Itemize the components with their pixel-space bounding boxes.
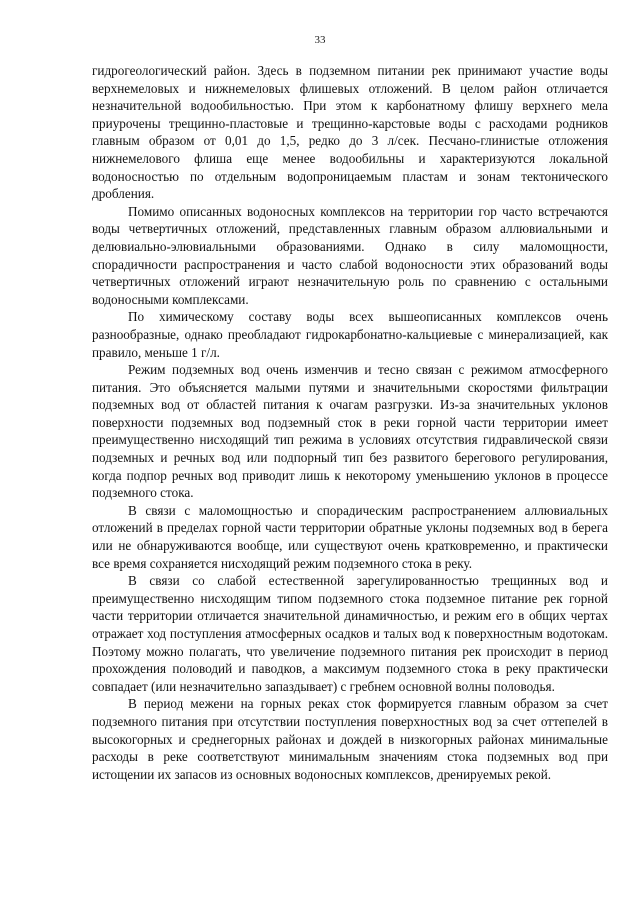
paragraph-continuation: гидрогеологический район. Здесь в подземном питании рек принимают участие воды верхнемеловых и нижнемеловых флишевых отложений. В целом район отличается незначительной водообильностью. При этом к карбонатному флишу верхнего мела приурочены трещинно-пластовые и трещинно-карстовые воды с расходами родников главным образом от 0,01 до 1,5, редко до 3 л/сек. Песчано-глинистые отложения нижнемелового флиша еще менее водообильны и характеризуются локальной водоносностью по отдельным водопроницаемым пластам и зонам тектонического дробления. xyxy=(92,63,608,202)
paragraph-fracture-waters: В связи со слабой естественной зарегулированностью трещинных вод и преимущественно нисходящим типом подземного стока подземное питание рек горной части территории отличается значительной динамичностью, и режим его в общих чертах отражает ход поступления атмосферных осадков и талых вод к поверхностным водотокам. Поэтому можно полагать, что увеличение подземного питания рек происходит в период прохождения половодий и паводков, а максимум подземного стока в реку практически совпадает (или незначительно запаздывает) с гребнем основной волны половодья. xyxy=(92,573,608,694)
paragraph-chemical-composition: По химическому составу воды всех вышеописанных комплексов очень разнообразные, однако преобладают гидрокарбонатно-кальциевые с минерализацией, как правило, меньше 1 г/л. xyxy=(92,309,608,360)
paragraph-groundwater-regime: Режим подземных вод очень изменчив и тесно связан с режимом атмосферного питания. Это объясняется малыми путями и значительными скоростями фильтрации подземных вод от областей питания к очагам разгрузки. Из-за значительных уклонов поверхности подземных вод подземный сток в реки горной части территории имеет преимущественно нисходящий тип режима в условиях отсутствия гидравлической связи подземных и речных вод или подпорный тип без развитого берегового регулирования, когда подпор речных вод приводит лишь к некоторому уменьшению уклонов в процессе подземного стока. xyxy=(92,362,608,501)
paragraph-quaternary-deposits: Помимо описанных водоносных комплексов на территории гор часто встречаются воды четвертичных отложений, представленных главным образом аллювиальными и делювиально-элювиальными образованиями. Однако в силу маломощности, спорадичности распространения и часто слабой водоносности этих образований воды четвертичных отложений играют незначительную роль по сравнению с остальными водоносными комплексами. xyxy=(92,203,608,307)
page-number: 33 xyxy=(314,34,326,46)
document-body xyxy=(92,62,608,783)
paragraph-low-water-period: В период межени на горных реках сток формируется главным образом за счет подземного питания при отсутствии поступления поверхностных вод за счет оттепелей в высокогорных и среднегорных районах и дождей в низкогорных районах минимальные расходы в реке соответствуют минимальным значениям стока подземных вод при истощении их запасов из основных водоносных комплексов, дренируемых рекой. xyxy=(92,696,608,782)
paragraph-alluvial-deposits: В связи с маломощностью и спорадическим распространением аллювиальных отложений в пределах горной части территории обратные уклоны подземных вод в берега или не обнаруживаются вообще, или существуют очень кратковременно, и практически все время сохраняется нисходящий режим подземного стока в реку. xyxy=(92,502,608,571)
